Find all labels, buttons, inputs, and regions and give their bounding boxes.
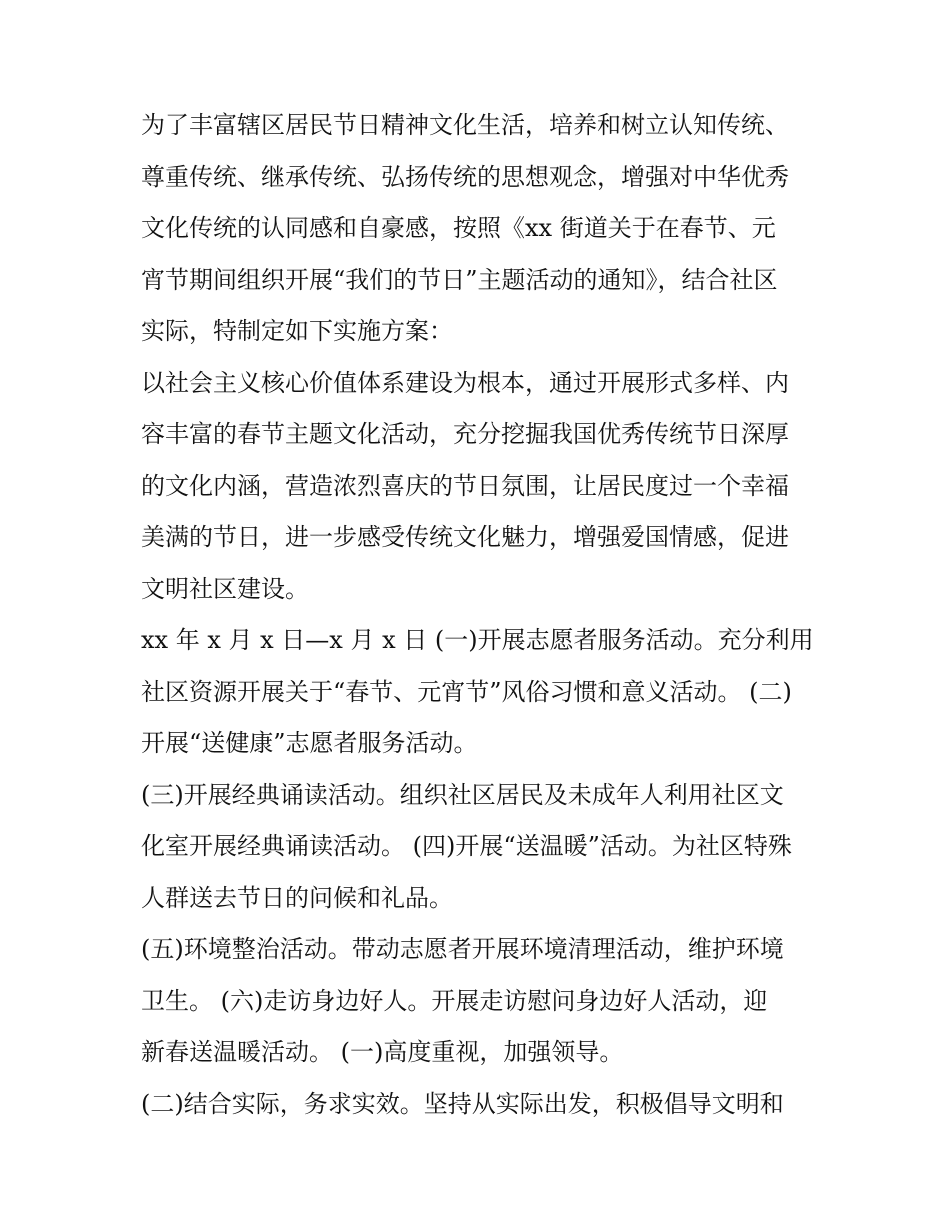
text-line: 开展“送健康”志愿者服务活动。: [141, 729, 478, 757]
text-line: (五)环境整治活动。带动志愿者开展环境清理活动，维护环境: [141, 935, 784, 963]
text-line: 美满的节日，进一步感受传统文化魅力，增强爱国情感，促进: [141, 523, 789, 551]
text-line: (三)开展经典诵读活动。组织社区居民及未成年人利用社区文: [141, 780, 784, 809]
text-line: 新春送温暖活动。 (一)高度重视，加强领导。: [141, 1038, 624, 1066]
text-line: 实际，特制定如下实施方案：: [141, 317, 453, 345]
text-line: 的文化内涵，营造浓烈喜庆的节日氛围，让居民度过一个幸福: [141, 471, 789, 500]
text-line: xx 年 x 月 x 日—x 月 x 日 (一)开展志愿者服务活动。充分利用: [141, 626, 814, 654]
text-line: 文明社区建设。: [141, 574, 309, 603]
text-line: 化室开展经典诵读活动。 (四)开展“送温暖”活动。为社区特殊: [141, 832, 792, 860]
text-line: 以社会主义核心价值体系建设为根本，通过开展形式多样、内: [141, 368, 789, 397]
text-line: 尊重传统、继承传统、弘扬传统的思想观念，增强对中华优秀: [141, 162, 789, 191]
text-line: (二)结合实际，务求实效。坚持从实际出发，积极倡导文明和: [141, 1089, 784, 1118]
text-line: 文化传统的认同感和自豪感，按照《xx 街道关于在春节、元: [141, 214, 776, 242]
text-line: 宵节期间组织开展“我们的节日”主题活动的通知》，结合社区: [141, 265, 778, 294]
text-line: 社区资源开展关于“春节、元宵节”风俗习惯和意义活动。 (二): [141, 677, 792, 706]
document-body: [141, 100, 821, 1130]
text-line: 人群送去节日的问候和礼品。: [141, 883, 453, 912]
text-line: 容丰富的春节主题文化活动，充分挖掘我国优秀传统节日深厚: [141, 420, 789, 448]
text-line: 为了丰富辖区居民节日精神文化生活，培养和树立认知传统、: [141, 111, 789, 139]
text-line: 卫生。 (六)走访身边好人。开展走访慰问身边好人活动，迎: [141, 986, 768, 1015]
